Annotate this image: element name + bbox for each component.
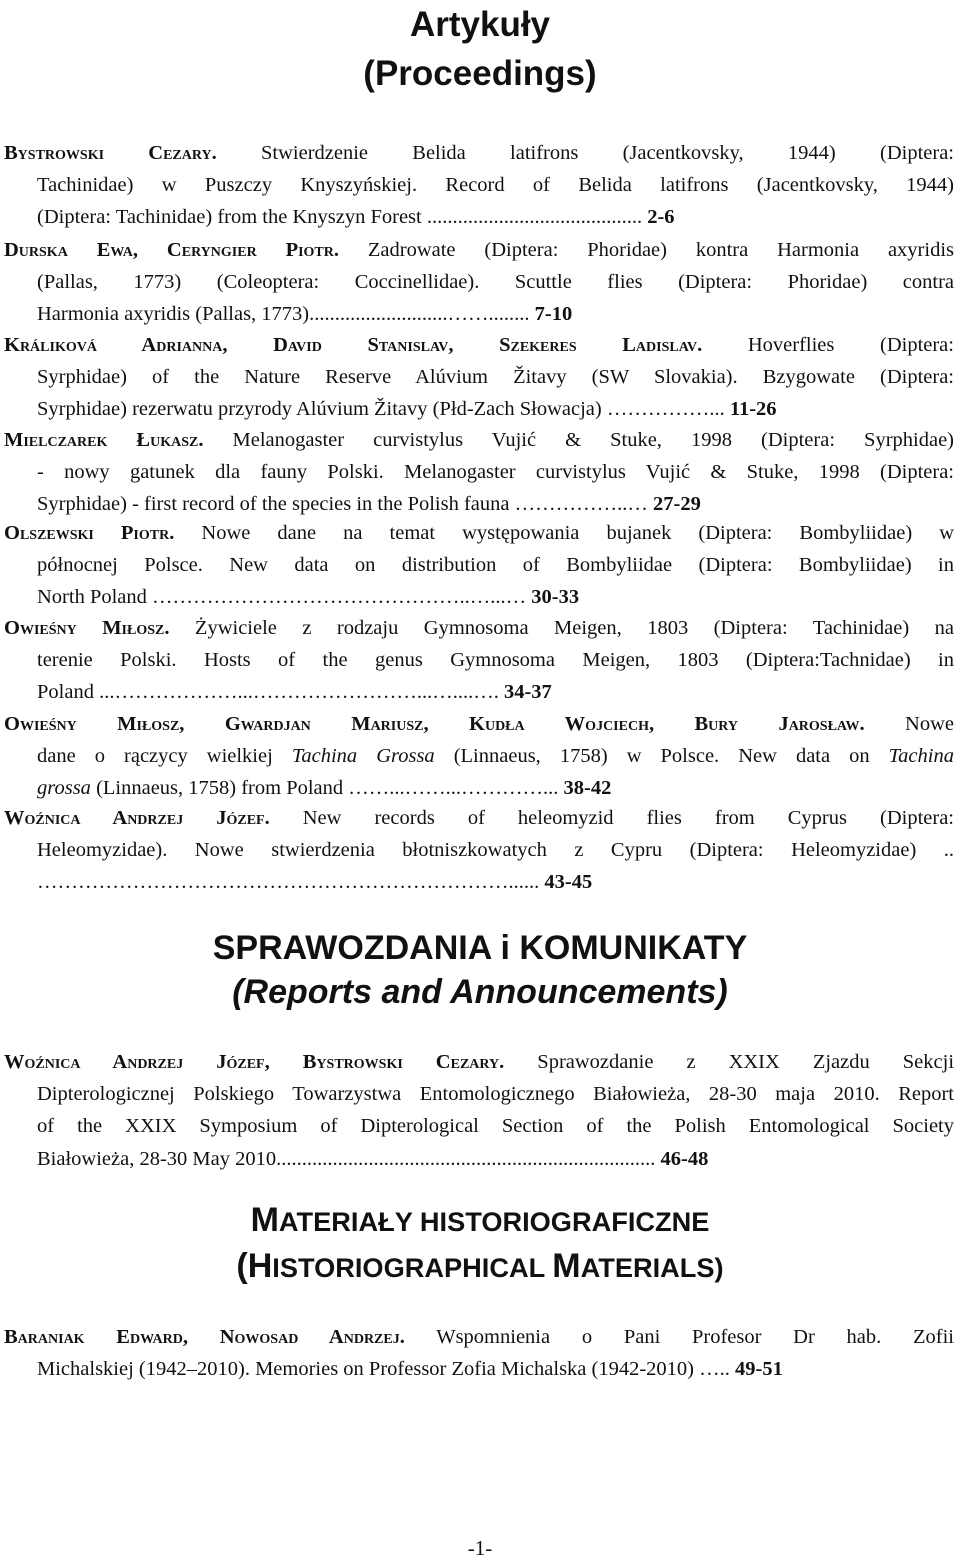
species-name: Tachina Grossa — [291, 745, 435, 768]
page-range: 7-10 — [534, 303, 573, 326]
article-text: Nowe — [905, 713, 955, 735]
article-authors: Bystrowski Cezary. — [4, 142, 217, 164]
page-range: 34-37 — [503, 681, 552, 704]
report-text: of the XXIX Symposium of Dipterological Section of the Polish Entomological Society — [37, 1115, 954, 1138]
article-entry — [4, 329, 954, 426]
report-text: Sprawozdanie z XXIX Zjazdu Sekcji — [537, 1051, 955, 1073]
report-text: Dipterologicznej Polskiego Towarzystwa Entomologicznego Białowieża, 28-30 maja 2010. Report — [37, 1083, 954, 1106]
article-text: Stwierdzenie Belida latifrons (Jacentkovsky, 1944) (Diptera: — [261, 142, 955, 164]
article-text: - nowy gatunek dla fauny Polski. Melanogaster curvistylus Vujić & Stuke, 1998 (Diptera: — [37, 461, 954, 484]
hist-text: Michalskiej (1942–2010). Memories on Professor Zofia Michalska (1942-2010) ….. — [37, 1358, 730, 1381]
hist-title-line-2: (HISTORIOGRAPHICAL MATERIALS) — [236, 1247, 724, 1285]
species-name: grossa — [37, 777, 91, 800]
article-text: (Linnaeus, 1758) from Poland ……...……...…………... — [90, 777, 559, 800]
article-authors: Králiková Adrianna, David Stanislav, Szekeres Ladislav. — [4, 334, 703, 356]
article-text: Syrphidae) of the Nature Reserve Alúvium Žitavy (SW Slovakia). Bzygowate (Diptera: — [37, 366, 954, 389]
section-title-articles — [0, 0, 960, 98]
page-range: 2-6 — [647, 206, 675, 229]
article-text: Żywiciele z rodzaju Gymnosoma Meigen, 1803 (Diptera: Tachinidae) na — [194, 617, 954, 639]
article-text: ……………………………………………………………...... — [37, 871, 540, 894]
section-title-historiographical — [0, 1198, 960, 1290]
page-range: 11-26 — [729, 398, 777, 421]
report-entry — [4, 1046, 954, 1175]
page-range: 30-33 — [531, 586, 580, 609]
article-text: Melanogaster curvistylus Vujić & Stuke, 1998 (Diptera: Syrphidae) — [232, 429, 955, 451]
article-entry — [4, 612, 954, 709]
hist-title-line-1: MATERIAŁY HISTORIOGRAFICZNE — [250, 1201, 710, 1239]
article-text: Nowe dane na temat występowania bujanek (Diptera: Bombyliidae) w — [201, 522, 955, 544]
article-text: terenie Polski. Hosts of the genus Gymnosoma Meigen, 1803 (Diptera:Tachnidae) in — [37, 649, 954, 672]
article-text: dane o rączycy wielkiej — [37, 745, 292, 768]
article-entry — [4, 802, 954, 899]
article-authors: Owieśny Miłosz, Gwardjan Mariusz, Kudła Wojciech, Bury Jarosław. — [4, 713, 865, 735]
article-authors: Olszewski Piotr. — [4, 522, 175, 544]
article-authors: Durska Ewa, Ceryngier Piotr. — [4, 239, 339, 261]
report-text: Białowieża, 28-30 May 2010.......................................................................... — [37, 1147, 656, 1170]
hist-text: Wspomnienia o Pani Profesor Dr hab. Zofii — [436, 1326, 954, 1348]
article-text: Heleomyzidae). Nowe stwierdzenia błotniszkowatych z Cypru (Diptera: Heleomyzidae) .. — [37, 839, 954, 862]
article-text: Harmonia axyridis (Pallas, 1773)...........................……........ — [37, 303, 530, 326]
page-range: 49-51 — [735, 1358, 783, 1381]
page-number: -1- — [467, 1536, 493, 1560]
hist-authors: Baraniak Edward, Nowosad Andrzej. — [4, 1326, 405, 1348]
article-text: (Pallas, 1773) (Coleoptera: Coccinellidae). Scuttle flies (Diptera: Phoridae) contra — [37, 271, 954, 294]
article-text: North Poland ………………………………………..…...… — [37, 586, 527, 609]
page-range: 38-42 — [563, 777, 612, 800]
article-text: Zadrowate (Diptera: Phoridae) kontra Harmonia axyridis — [367, 239, 954, 261]
species-name: Tachina — [888, 745, 954, 768]
article-text: (Diptera: Tachinidae) from the Knyszyn Forest .......................................... — [37, 206, 643, 229]
reports-subtitle: (Reports and Announcements) — [232, 973, 728, 1011]
page-range: 46-48 — [660, 1147, 709, 1170]
article-entry — [4, 517, 954, 614]
section-title-reports — [0, 926, 960, 1014]
hist-entry — [4, 1321, 954, 1385]
page-range: 43-45 — [544, 871, 593, 894]
article-text: New records of heleomyzid flies from Cyprus (Diptera: — [302, 807, 954, 829]
article-entry — [4, 708, 954, 805]
title-line-2: (Proceedings) — [363, 54, 597, 93]
report-authors: Woźnica Andrzej Józef, Bystrowski Cezary. — [4, 1051, 505, 1073]
article-entry — [4, 234, 954, 331]
article-entry — [4, 424, 954, 521]
article-authors: Woźnica Andrzej Józef. — [4, 807, 270, 829]
article-entry — [4, 137, 954, 234]
article-text: (Linnaeus, 1758) w Polsce. New data on — [434, 745, 889, 768]
article-text: Tachinidae) w Puszczy Knyszyńskiej. Record of Belida latifrons (Jacentkovsky, 1944) — [37, 174, 954, 197]
title-line-1: Artykuły — [409, 5, 551, 44]
reports-title: SPRAWOZDANIA i KOMUNIKATY — [212, 929, 748, 967]
article-text: Syrphidae) rezerwatu przyrody Alúvium Žitavy (Płd-Zach Słowacja) ……………... — [37, 398, 725, 421]
page-range: 27-29 — [653, 493, 701, 516]
article-authors: Mielczarek Łukasz. — [4, 429, 204, 451]
article-text: Poland ...………………...……………………...…....…. — [37, 681, 499, 704]
article-text: Hoverflies (Diptera: — [747, 334, 954, 356]
article-text: północnej Polsce. New data on distribution of Bombyliidae (Diptera: Bombyliidae) in — [37, 554, 954, 577]
article-text: Syrphidae) - first record of the species in the Polish fauna ……………..… — [37, 493, 648, 516]
article-authors: Owieśny Miłosz. — [4, 617, 170, 639]
